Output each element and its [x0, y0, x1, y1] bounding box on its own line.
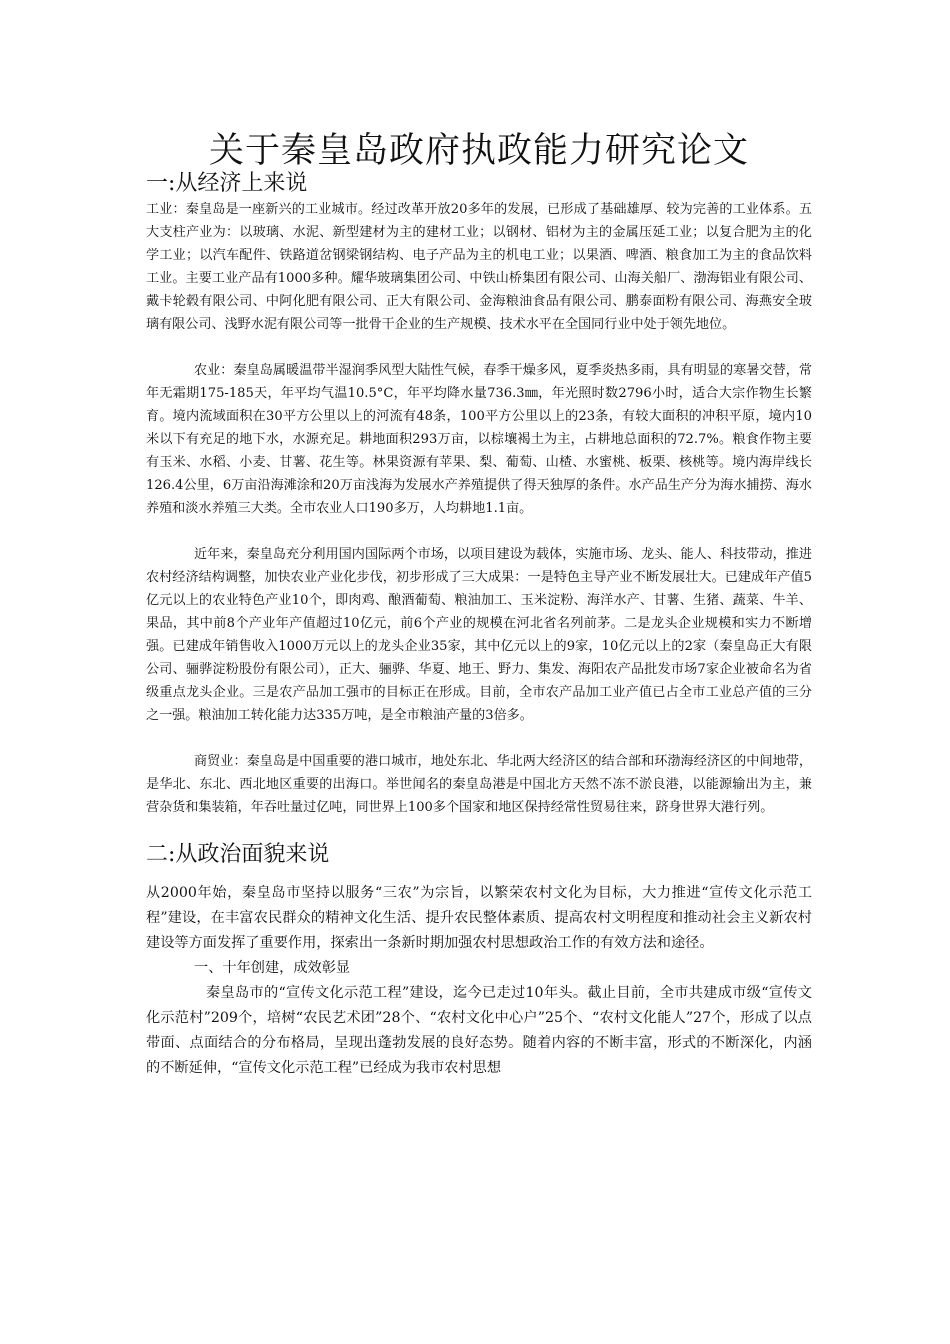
paragraph-agriculture: 农业：秦皇岛属暖温带半湿润季风型大陆性气候，春季干燥多风，夏季炎热多雨，具有明显的寒暑交替，常年无霜期175-185天，年平均气温10.5°C，年平均降水量736.3㎜，年光照时数2796小时，适合大宗作物生长繁育。境内流域面积在30平方公里以上的河流有48条，100平方公里以上的23条，有较大面积的冲积平原，境内10米以下有充足的地下水，水源充足。耕地面积293万亩，以棕壤褐土为主，占耕地总面积的72.7%。粮食作物主要有玉米、水稻、小麦、甘薯、花生等。林果资源有苹果、梨、葡萄、山楂、水蜜桃、板栗、核桃等。境内海岸线长126.4公里，6万亩沿海滩涂和20万亩浅海为发展水产养殖提供了得天独厚的条件。水产品生产分为海水捕捞、海水养殖和淡水养殖三大类。全市农业人口190多万，人均耕地1.1亩。 — [146, 363, 812, 516]
paragraph-recent-years: 近年来，秦皇岛充分利用国内国际两个市场，以项目建设为载体，实施市场、龙头、能人、科技带动，推进农村经济结构调整，加快农业产业化步伐，初步形成了三大成果：一是特色主导产业不断发展壮大。已建成年产值5亿元以上的农业特色产业10个，即肉鸡、酿酒葡萄、粮油加工、玉米淀粉、海洋水产、甘薯、生猪、蔬菜、牛羊、果品，其中前8个产业年产值超过10亿元，前6个产业的规模在河北省名列前茅。二是龙头企业规模和实力不断增强。已建成年销售收入1000万元以上的龙头企业35家，其中亿元以上的9家，10亿元以上的2家（秦皇岛正大有限公司、骊骅淀粉股份有限公司），正大、骊骅、华夏、地王、野力、集发、海阳农产品批发市场7家企业被命名为省级重点龙头企业。三是农产品加工强市的目标正在形成。目前，全市农产品加工业产值已占全市工业总产值的三分之一强。粮油加工转化能力达335万吨，是全市粮油产量的3倍多。 — [146, 547, 812, 723]
paragraph-gap — [146, 336, 812, 359]
document-page — [146, 128, 812, 1081]
section-heading-politics: 二:从政治面貌来说 — [146, 842, 330, 867]
paragraph-gap — [146, 520, 812, 543]
section-heading-economy: 一:从经济上来说 — [146, 171, 308, 196]
paragraph-industry: 工业：秦皇岛是一座新兴的工业城市。经过改革开放20多年的发展，已形成了基础雄厚、较为完善的工业体系。五大支柱产业为：以玻璃、水泥、新型建材为主的建材工业；以钢材、铝材为主的金属压延工业；以复合肥为主的化学工业；以汽车配件、铁路道岔钢梁钢结构、电子产品为主的机电工业；以果酒、啤酒、粮食加工为主的食品饮料工业。主要工业产品有1000多种。耀华玻璃集团公司、中铁山桥集团有限公司、山海关船厂、渤海铝业有限公司、戴卡轮毂有限公司、中阿化肥有限公司、正大有限公司、金海粮油食品有限公司、鹏泰面粉有限公司、海燕安全玻璃有限公司、浅野水泥有限公司等一批骨干企业的生产规模、技术水平在全国同行业中处于领先地位。 — [146, 202, 812, 332]
subheading-ten-years: 一、十年创建，成效彰显 — [194, 960, 351, 976]
paragraph-gap — [146, 727, 812, 750]
paragraph-politics-body: 秦皇岛市的“宣传文化示范工程”建设，迄今已走过10年头。截止目前，全市共建成市级“宣传文化示范村”209个，培树“农民艺术团”28个、“农村文化中心户”25个、“农村文化能人”27个，形成了以点带面、点面结合的分布格局，呈现出蓬勃发展的良好态势。随着内容的不断丰富，形式的不断深化，内涵的不断延伸，“宣传文化示范工程”已经成为我市农村思想 — [146, 985, 812, 1076]
paragraph-politics-intro: 从2000年始，秦皇岛市坚持以服务“三农”为宗旨，以繁荣农村文化为目标，大力推进“宣传文化示范工程”建设，在丰富农民群众的精神文化生活、提升农民整体素质、提高农村文明程度和推动社会主义新农村建设等方面发挥了重要作用，探索出一条新时期加强农村思想政治工作的有效方法和途径。 — [146, 885, 812, 951]
paragraph-commerce: 商贸业：秦皇岛是中国重要的港口城市，地处东北、华北两大经济区的结合部和环渤海经济区的中间地带，是华北、东北、西北地区重要的出海口。举世闻名的秦皇岛港是中国北方天然不冻不淤良港，以能源输出为主，兼营杂货和集装箱，年吞吐量过亿吨，同世界上100多个国家和地区保持经常性贸易往来，跻身世界大港行列。 — [146, 754, 812, 815]
document-title: 关于秦皇岛政府执政能力研究论文 — [208, 131, 749, 171]
